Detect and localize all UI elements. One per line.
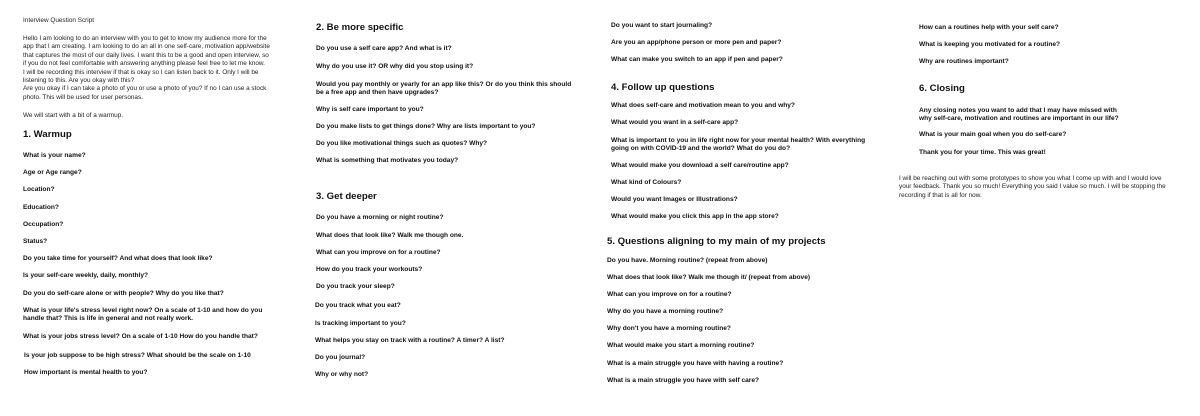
question-item: Is your job suppose to be high stress? What should be the scale on 1-10: [24, 352, 251, 359]
intro-line: app that I am creating. I am looking to do an all in one self-care, motivation app/website: [23, 43, 270, 51]
question-item: Do you do self-care alone or with people? Why do you like that?: [23, 290, 224, 297]
intro-line: if you do not feel comfortable with answering anything please feel free to let me know.: [23, 60, 265, 68]
question-item: Do you make lists to get things done? Why are lists important to you?: [316, 123, 536, 130]
question-item: What would make you download a self care/routine app?: [611, 162, 789, 169]
question-item: How can a routines help with your self care?: [919, 24, 1059, 31]
question-item: Do you track what you eat?: [315, 302, 401, 309]
question-item: Would you pay monthly or yearly for an app like this? Or do you think this should be a free app and then have upgrades?: [316, 81, 572, 97]
question-item: What is something that motivates you today?: [316, 157, 459, 164]
section-heading-followup: 4. Follow up questions: [611, 82, 715, 93]
question-item: What is your main goal when you do self-care?: [919, 131, 1067, 138]
question-item: Why are routines important?: [919, 58, 1009, 65]
intro-line: Are you okay if I can take a photo of you or use a photo of you? If no I can use a stock: [23, 85, 267, 93]
question-item: Status?: [23, 238, 48, 245]
section-heading-projects: 5. Questions aligning to my main of my projects: [607, 236, 826, 247]
question-item: What is a main struggle you have with having a routine?: [607, 360, 784, 367]
question-item: Would you want Images or Illustrations?: [611, 196, 738, 203]
question-item: What can you improve on for a routine?: [316, 249, 441, 256]
question-item: How important is mental health to you?: [24, 369, 148, 376]
question-item: What can you improve on for a routine?: [607, 291, 732, 298]
question-item: Any closing notes you want to add that I may have missed with why self-care, motivation and routines are important in our life?: [919, 107, 1119, 123]
question-item: What is a main struggle you have with self care?: [607, 377, 760, 384]
question-item: What is your life's stress level right now? On a scale of 1-10 and how do you handle that? This is life in general and not really work.: [23, 307, 263, 323]
section-heading-deeper: 3. Get deeper: [316, 191, 377, 202]
question-item: Do you want to start journaling?: [611, 22, 713, 29]
question-item: Are you an app/phone person or more pen and paper?: [611, 39, 782, 46]
question-item: Do you take time for yourself? And what does that look like?: [23, 255, 213, 262]
question-item: Location?: [23, 186, 55, 193]
question-item: Age or Age range?: [23, 169, 82, 176]
section-heading-closing: 6. Closing: [919, 83, 965, 94]
section-heading-specific: 2. Be more specific: [316, 22, 404, 33]
question-item: Do you journal?: [315, 354, 366, 361]
question-item: Why is self care important to you?: [316, 106, 424, 113]
closing-paragraph: I will be reaching out with some prototypes to show you what I come up with and I would love your feedback. Thank you so much! Everything you said I value so much. I will be stopping the recording if that is all for now.: [899, 175, 1166, 199]
question-item: What would you want in a self-care app?: [611, 119, 739, 126]
script-title: Interview Question Script: [23, 17, 95, 24]
question-item: Why don't you have a morning routine?: [607, 325, 731, 332]
question-item: What is your name?: [23, 152, 86, 159]
question-item: Why or why not?: [315, 371, 369, 378]
intro-line: I will be recording this interview if that is okay so I can listen back to it. Only I will be: [23, 68, 259, 76]
warmup-note: We will start with a bit of a warmup.: [23, 112, 124, 119]
section-heading-warmup: 1. Warmup: [23, 129, 72, 140]
intro-paragraph: [23, 35, 273, 102]
question-item: Do you track your sleep?: [316, 283, 395, 290]
question-item: What can make you switch to an app if pen and paper?: [611, 56, 783, 63]
question-item: Why do you use it? OR why did you stop using it?: [316, 63, 474, 70]
question-item: What does that look like? Walk me though one.: [316, 232, 464, 239]
question-item: Thank you for your time. This was great!: [919, 149, 1046, 156]
question-item: Occupation?: [23, 221, 64, 228]
question-item: Do you have. Morning routine? (repeat from above): [607, 257, 768, 264]
question-item: What does that look like? Walk me though it/ (repeat from above): [607, 274, 811, 281]
question-item: Do you use a self care app? And what is it?: [316, 45, 452, 52]
intro-line: Hello I am looking to do an interview with you to get to know my audience more for the: [23, 35, 267, 42]
question-item: What would make you click this app in the app store?: [611, 213, 779, 220]
question-item: What is your jobs stress level? On a scale of 1-10 How do you handle that?: [23, 333, 258, 340]
intro-line: photo. This will be used for user personas.: [23, 93, 143, 101]
question-item: What kind of Colours?: [611, 179, 682, 186]
intro-line: listening to this. Are you okay with this?: [23, 77, 135, 85]
question-item: Why do you have a morning routine?: [607, 308, 724, 315]
question-item: Is your self-care weekly, daily, monthly?: [23, 272, 149, 279]
question-item: What is keeping you motivated for a routine?: [919, 41, 1061, 48]
question-item: Do you like motivational things such as quotes? Why?: [316, 140, 488, 147]
question-item: What would make you start a morning routine?: [607, 342, 755, 349]
question-item: What does self-care and motivation mean to you and why?: [611, 102, 795, 109]
question-item: What is important to you in life right now for your mental health? With everything going on with COVID-19 and the world? What do you do?: [611, 137, 866, 153]
intro-line: that captures the most of our daily lives. I want this to be a good and open interview, so: [23, 51, 269, 59]
question-item: Education?: [23, 204, 59, 211]
question-item: How do you track your workouts?: [316, 266, 423, 273]
question-item: What helps you stay on track with a routine? A timer? A list?: [315, 337, 505, 344]
question-item: Do you have a morning or night routine?: [316, 214, 444, 221]
question-item: Is tracking important to you?: [315, 320, 406, 327]
